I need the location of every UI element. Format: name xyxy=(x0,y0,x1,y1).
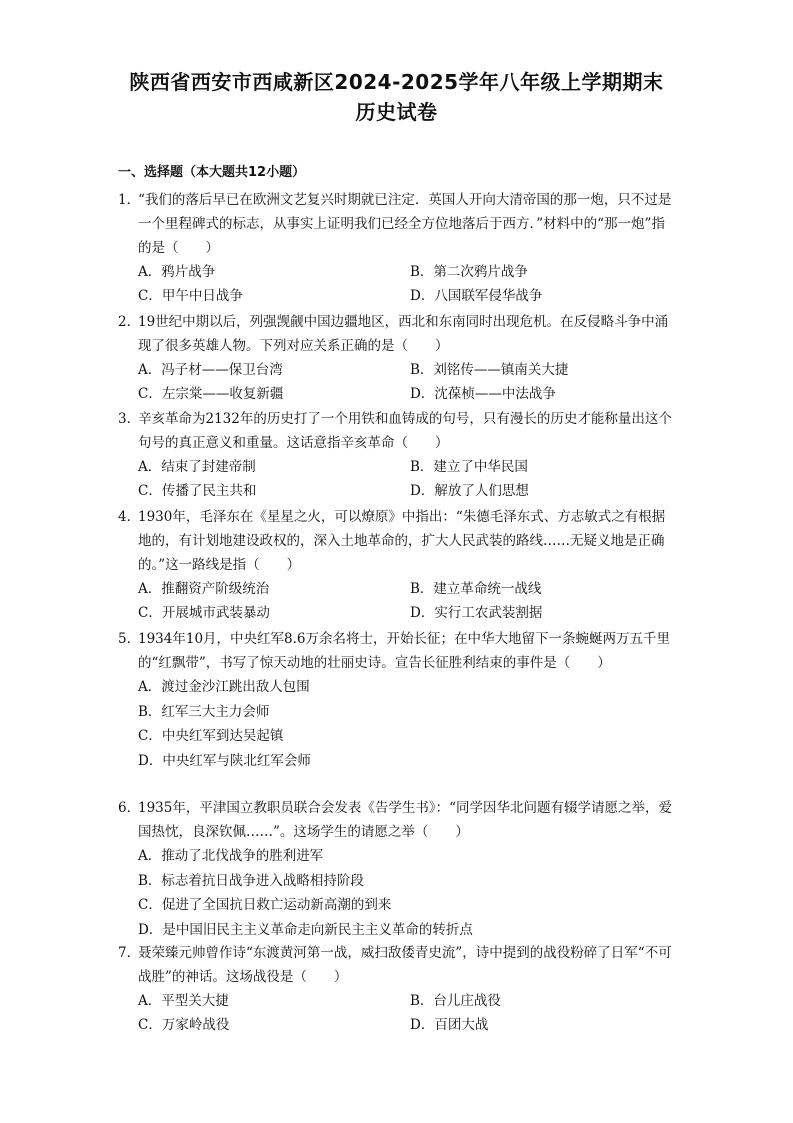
option-a: A．鸦片战争 xyxy=(138,264,216,280)
page-title-line2: 历史试卷 xyxy=(355,100,438,124)
option-b: B．第二次鸦片战争 xyxy=(410,264,528,280)
option-d: D．沈葆桢——中法战争 xyxy=(410,386,556,402)
question-stem: 1934年10月，中央红军8.6万余名将士，开始长征；在中华大地留下一条蜿蜒两万五千里的“红飘带”，书写了惊天动地的壮丽史诗。宣告长征胜利结束的事件是（ ） xyxy=(138,631,671,671)
option-a: A．结束了封建帝制 xyxy=(138,459,256,475)
question-number: 5． xyxy=(118,631,141,647)
question-number: 4． xyxy=(118,509,141,525)
option-a: A．冯子材——保卫台湾 xyxy=(138,362,283,378)
question-3 xyxy=(118,407,678,503)
question-number: 3． xyxy=(118,411,141,427)
option-c: C．万家岭战役 xyxy=(138,1017,230,1033)
question-1 xyxy=(118,188,678,308)
option-d: D．是中国旧民主主义革命走向新民主主义革命的转折点 xyxy=(138,921,473,938)
option-c: C．左宗棠——收复新疆 xyxy=(138,386,284,402)
question-number: 6． xyxy=(118,800,141,816)
question-stem: 辛亥革命为2132年的历史打了一个用铁和血铸成的句号，只有漫长的历史才能称量出这个句号的真正意义和重量。这话意指辛亥革命（ ） xyxy=(138,411,672,451)
option-c: C．促进了全国抗日救亡运动新高潮的到来 xyxy=(138,897,392,913)
question-number: 2． xyxy=(118,314,141,330)
question-7 xyxy=(118,941,678,1037)
option-b: B．台儿庄战役 xyxy=(410,993,501,1009)
question-4 xyxy=(118,505,678,625)
options-grid xyxy=(118,455,678,503)
option-c: C．开展城市武装暴动 xyxy=(138,605,270,621)
option-b: B．标志着抗日战争进入战略相持阶段 xyxy=(138,872,364,889)
option-c: C．传播了民主共和 xyxy=(138,483,257,499)
option-d: D．实行工农武装割据 xyxy=(410,605,543,621)
question-number: 7． xyxy=(118,945,141,961)
options-grid xyxy=(118,577,678,625)
question-stem: 19世纪中期以后，列强觊觎中国边疆地区，西北和东南同时出现危机。在反侵略斗争中涌现了很多英雄人物。下列对应关系正确的是（ ） xyxy=(138,314,669,354)
option-a: A．推翻资产阶级统治 xyxy=(138,581,270,597)
section-heading: 一、选择题（本大题共12小题） xyxy=(118,165,306,180)
options-list xyxy=(138,675,678,773)
option-a: A．推动了北伐战争的胜利进军 xyxy=(138,848,324,864)
option-d: D．百团大战 xyxy=(410,1017,489,1033)
options-grid xyxy=(118,989,678,1037)
option-b: B．建立革命统一战线 xyxy=(410,581,542,597)
question-stem: 1930年，毛泽东在《星星之火，可以燎原》中指出：“朱德毛泽东式、方志敏式之有根据地的，有计划地建设政权的，深入土地革命的，扩大人民武装的路线……无疑义地是正确的。”这一路线是指（ ） xyxy=(138,509,666,573)
page-title-line1: 陕西省西安市西咸新区2024-2025学年八年级上学期期末 xyxy=(129,70,664,94)
option-a: A．渡过金沙江跳出敌人包围 xyxy=(138,679,310,695)
option-b: B．红军三大主力会师 xyxy=(138,703,270,720)
options-grid xyxy=(118,260,678,308)
question-6 xyxy=(118,796,678,942)
question-5 xyxy=(118,627,678,773)
options-grid xyxy=(118,358,678,406)
option-c: C．中央红军到达吴起镇 xyxy=(138,728,284,744)
question-stem: 1935年，平津国立教职员联合会发表《告学生书》：“同学因华北问题有辍学请愿之举，爱国热忱，良深钦佩……”。这场学生的请愿之举（ ） xyxy=(138,800,673,840)
question-2 xyxy=(118,310,678,406)
option-d: D．八国联军侵华战争 xyxy=(410,288,543,304)
question-stem: 聂荣臻元帅曾作诗“东渡黄河第一战，威扫敌倭青史流”，诗中提到的战役粉碎了日军“不可战胜”的神话。这场战役是（ ） xyxy=(138,945,672,985)
option-d: D．解放了人们思想 xyxy=(410,483,529,499)
option-c: C．甲午中日战争 xyxy=(138,288,243,304)
option-b: B．建立了中华民国 xyxy=(410,459,528,475)
question-number: 1． xyxy=(118,192,141,208)
option-d: D．中央红军与陕北红军会师 xyxy=(138,752,311,769)
question-stem: “我们的落后早已在欧洲文艺复兴时期就已注定．英国人开向大清帝国的那一炮，只不过是一个里程碑式的标志，从事实上证明我们已经全方位地落后于西方．”材料中的“那一炮”指的是（ ） xyxy=(138,192,672,256)
option-b: B．刘铭传——镇南关大捷 xyxy=(410,362,569,378)
option-a: A．平型关大捷 xyxy=(138,993,229,1009)
options-list xyxy=(138,844,678,942)
